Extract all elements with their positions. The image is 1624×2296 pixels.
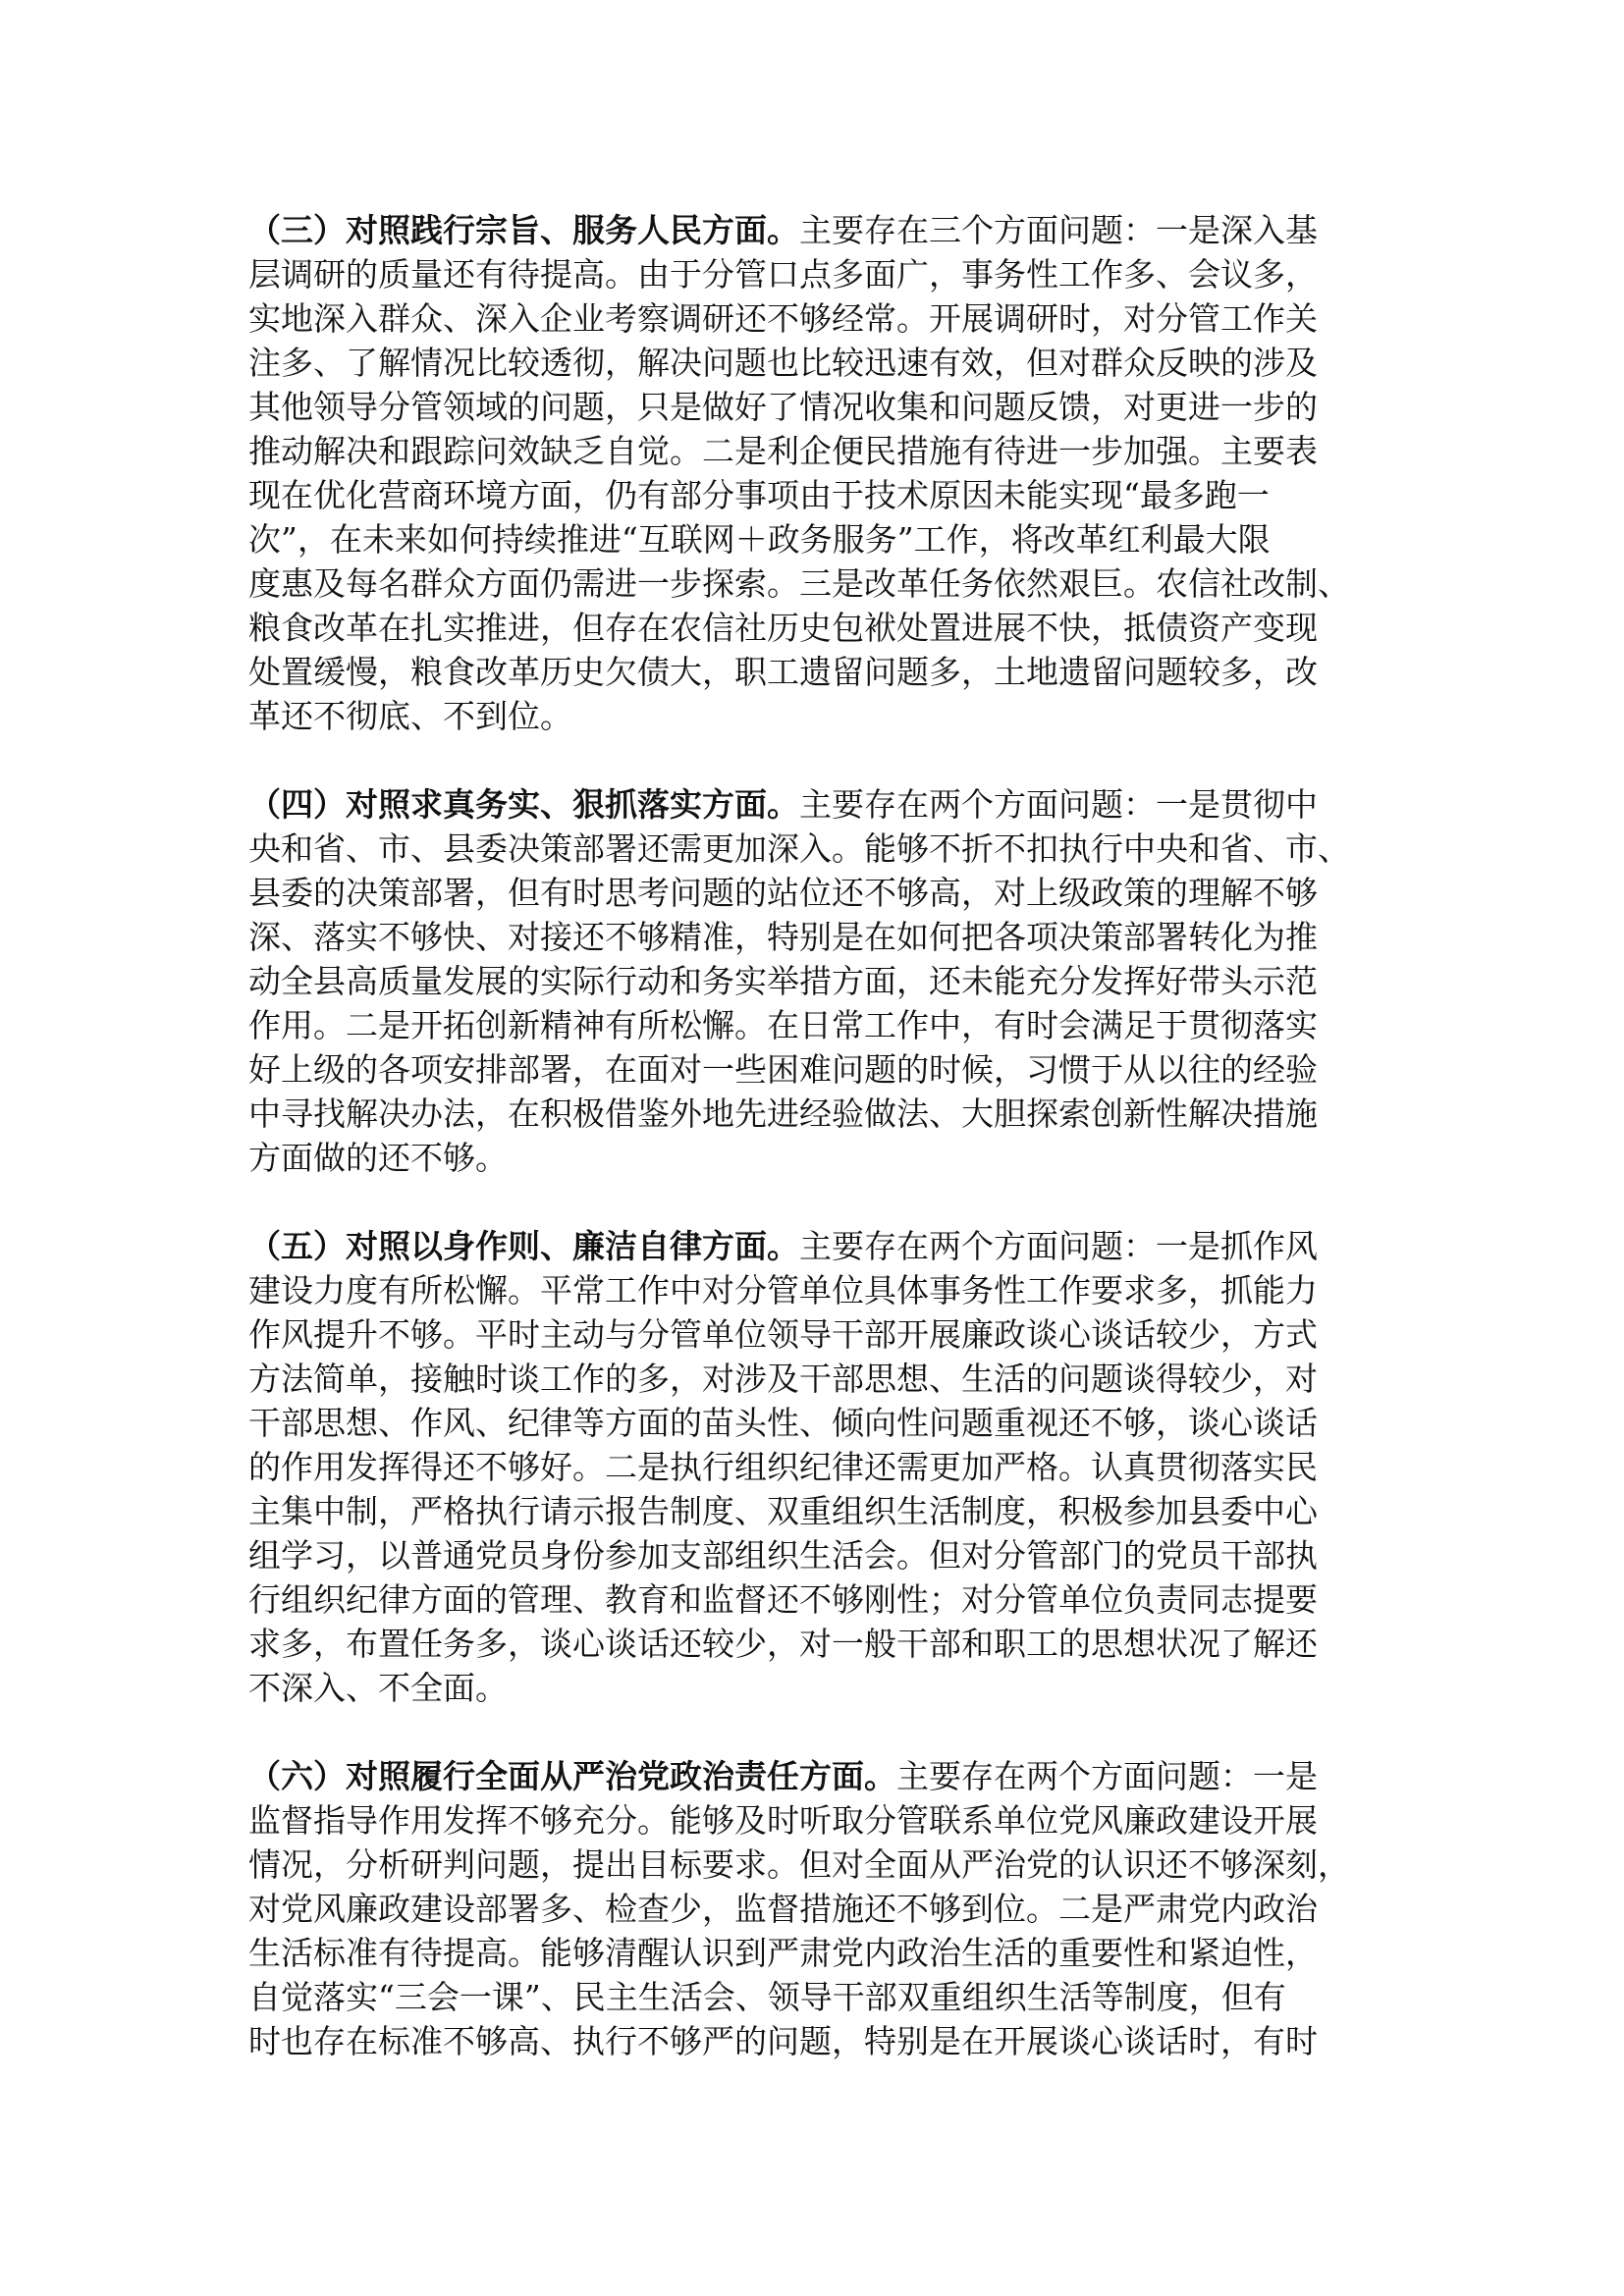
body-text: 时也存在标准不够高、执行不够严的问题，特别是在开展谈心谈话时，有时 xyxy=(248,2022,1318,2060)
document-section xyxy=(248,1754,1387,2063)
document-section xyxy=(248,208,1387,738)
text-line xyxy=(248,1887,1387,1931)
text-line xyxy=(248,1401,1387,1445)
text-line xyxy=(248,827,1387,871)
text-line xyxy=(248,1622,1387,1666)
text-line xyxy=(248,782,1387,827)
body-text: 层调研的质量还有待提高。由于分管口点多面广，事务性工作多、会议多， xyxy=(248,255,1318,294)
text-line xyxy=(248,1136,1387,1180)
body-text: 度惠及每名群众方面仍需进一步探索。三是改革任务依然艰巨。农信社改制、 xyxy=(248,564,1350,603)
body-text: 自觉落实“三会一课”、民主生活会、领导干部双重组织生活等制度，但有 xyxy=(248,1978,1286,2016)
document-page xyxy=(248,208,1387,2108)
section-heading: （六）对照履行全面从严治党政治责任方面。 xyxy=(248,1757,896,1795)
text-line xyxy=(248,208,1387,252)
body-text: 推动解决和跟踪问效缺乏自觉。二是利企便民措施有待进一步加强。主要表 xyxy=(248,432,1318,470)
body-text: 建设力度有所松懈。平常工作中对分管单位具体事务性工作要求多，抓能力 xyxy=(248,1271,1318,1309)
text-line xyxy=(248,2019,1387,2063)
text-line xyxy=(248,1312,1387,1357)
text-line xyxy=(248,1842,1387,1887)
body-text: 革还不彻底、不到位。 xyxy=(248,697,572,735)
text-line xyxy=(248,429,1387,473)
section-heading: （五）对照以身作则、廉洁自律方面。 xyxy=(248,1227,799,1265)
text-line xyxy=(248,1357,1387,1401)
text-line xyxy=(248,650,1387,694)
body-text: 作风提升不够。平时主动与分管单位领导干部开展廉政谈心谈话较少，方式 xyxy=(248,1315,1318,1354)
text-line xyxy=(248,1931,1387,1975)
text-line xyxy=(248,341,1387,385)
text-line xyxy=(248,1666,1387,1710)
body-text: 生活标准有待提高。能够清醒认识到严肃党内政治生活的重要性和紧迫性， xyxy=(248,1934,1318,1972)
text-line xyxy=(248,1489,1387,1533)
body-text: 方面做的还不够。 xyxy=(248,1139,508,1177)
body-text: 动全县高质量发展的实际行动和务实举措方面，还未能充分发挥好带头示范 xyxy=(248,962,1318,1000)
body-text: 主要存在三个方面问题：一是深入基 xyxy=(799,211,1318,249)
section-heading: （三）对照践行宗旨、服务人民方面。 xyxy=(248,211,799,249)
text-line xyxy=(248,1798,1387,1842)
body-text: 深、落实不够快、对接还不够精准，特别是在如何把各项决策部署转化为推 xyxy=(248,918,1318,956)
body-text: 监督指导作用发挥不够充分。能够及时听取分管联系单位党风廉政建设开展 xyxy=(248,1801,1318,1840)
text-line xyxy=(248,915,1387,959)
body-text: 对党风廉政建设部署多、检查少，监督措施还不够到位。二是严肃党内政治 xyxy=(248,1890,1318,1928)
text-line xyxy=(248,296,1387,341)
text-line xyxy=(248,1445,1387,1489)
body-text: 求多，布置任务多，谈心谈话还较少，对一般干部和职工的思想状况了解还 xyxy=(248,1625,1318,1663)
body-text: 不深入、不全面。 xyxy=(248,1669,508,1707)
text-line xyxy=(248,473,1387,517)
body-text: 央和省、市、县委决策部署还需更加深入。能够不折不扣执行中央和省、市、 xyxy=(248,829,1350,868)
text-line xyxy=(248,517,1387,561)
body-text: 组学习，以普通党员身份参加支部组织生活会。但对分管部门的党员干部执 xyxy=(248,1536,1318,1575)
body-text: 行组织纪律方面的管理、教育和监督还不够刚性；对分管单位负责同志提要 xyxy=(248,1580,1318,1619)
body-text: 好上级的各项安排部署，在面对一些困难问题的时候，习惯于从以往的经验 xyxy=(248,1050,1318,1089)
body-text: 方法简单，接触时谈工作的多，对涉及干部思想、生活的问题谈得较少，对 xyxy=(248,1360,1318,1398)
body-text: 实地深入群众、深入企业考察调研还不够经常。开展调研时，对分管工作关 xyxy=(248,299,1318,338)
text-line xyxy=(248,1577,1387,1622)
text-line xyxy=(248,694,1387,738)
body-text: 注多、了解情况比较透彻，解决问题也比较迅速有效，但对群众反映的涉及 xyxy=(248,344,1318,382)
text-line xyxy=(248,871,1387,915)
text-line xyxy=(248,1268,1387,1312)
text-line xyxy=(248,1754,1387,1798)
body-text: 粮食改革在扎实推进，但存在农信社历史包袱处置进展不快，抵债资产变现 xyxy=(248,609,1318,647)
text-line xyxy=(248,1092,1387,1136)
body-text: 次”，在未来如何持续推进“互联网＋政务服务”工作，将改革红利最大限 xyxy=(248,520,1271,559)
text-line xyxy=(248,385,1387,429)
body-text: 情况，分析研判问题，提出目标要求。但对全面从严治党的认识还不够深刻， xyxy=(248,1845,1350,1884)
text-line xyxy=(248,252,1387,296)
body-text: 县委的决策部署，但有时思考问题的站位还不够高，对上级政策的理解不够 xyxy=(248,874,1318,912)
body-text: 干部思想、作风、纪律等方面的苗头性、倾向性问题重视还不够，谈心谈话 xyxy=(248,1404,1318,1442)
body-text: 其他领导分管领域的问题，只是做好了情况收集和问题反馈，对更进一步的 xyxy=(248,388,1318,426)
body-text: 处置缓慢，粮食改革历史欠债大，职工遗留问题多，土地遗留问题较多，改 xyxy=(248,653,1318,691)
body-text: 主要存在两个方面问题：一是抓作风 xyxy=(799,1227,1318,1265)
section-heading: （四）对照求真务实、狠抓落实方面。 xyxy=(248,785,799,824)
text-line xyxy=(248,1224,1387,1268)
text-line xyxy=(248,1003,1387,1047)
text-line xyxy=(248,606,1387,650)
body-text: 作用。二是开拓创新精神有所松懈。在日常工作中，有时会满足于贯彻落实 xyxy=(248,1006,1318,1044)
body-text: 主要存在两个方面问题：一是贯彻中 xyxy=(799,785,1318,824)
body-text: 中寻找解决办法，在积极借鉴外地先进经验做法、大胆探索创新性解决措施 xyxy=(248,1095,1318,1133)
text-line xyxy=(248,561,1387,606)
text-line xyxy=(248,1533,1387,1577)
text-line xyxy=(248,959,1387,1003)
body-text: 现在优化营商环境方面，仍有部分事项由于技术原因未能实现“最多跑一 xyxy=(248,476,1270,514)
document-section xyxy=(248,1224,1387,1710)
text-line xyxy=(248,1047,1387,1092)
body-text: 主要存在两个方面问题：一是 xyxy=(896,1757,1318,1795)
body-text: 的作用发挥得还不够好。二是执行组织纪律还需更加严格。认真贯彻落实民 xyxy=(248,1448,1318,1486)
body-text: 主集中制，严格执行请示报告制度、双重组织生活制度，积极参加县委中心 xyxy=(248,1492,1318,1530)
text-line xyxy=(248,1975,1387,2019)
document-section xyxy=(248,782,1387,1180)
